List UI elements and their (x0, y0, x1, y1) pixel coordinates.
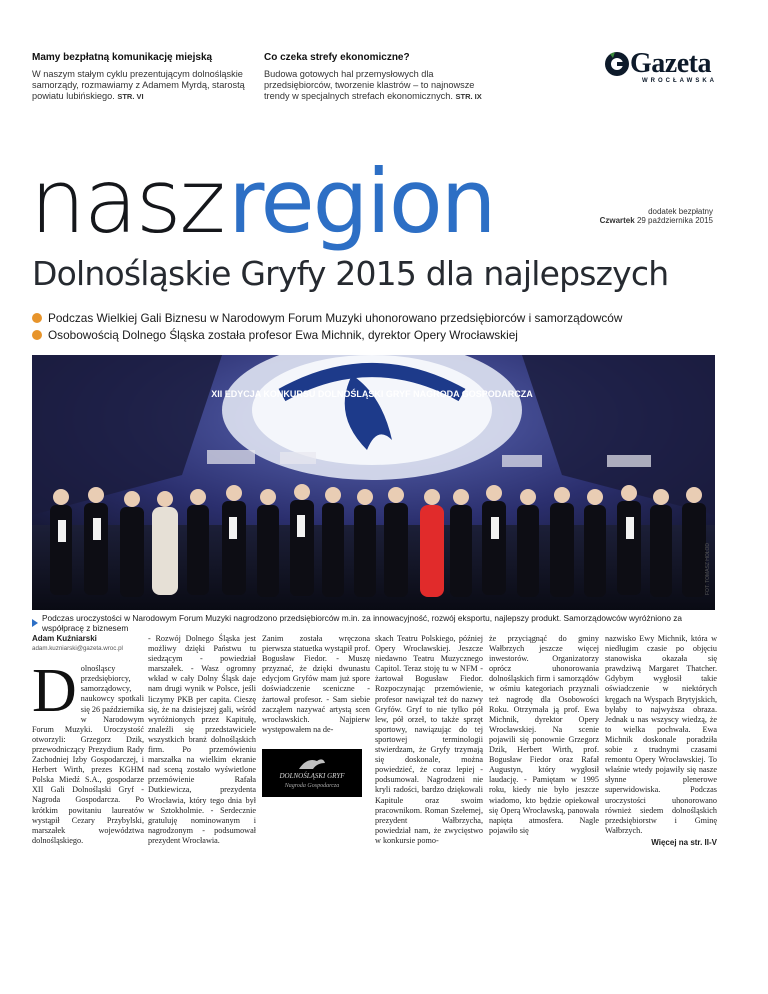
subhead-1 (32, 311, 622, 325)
article-column-4: skach Teatru Polskiego, później Opery Wrocławskiej. Jeszcze niedawno Teatru Muzycznego Capitol. Teraz stoję tu w NFM - żartował Bogusław Fiedor. Rozpoczynając przemówienie, profesor nawiązał też do nazwy Gryfów. Gryf to nie tylko pół lew, pół orzeł, to także sprzęt sportowy, nawiązując do tej sportowej terminologii stwierdzam, że Gryfy trzymają się doskonale, można powiedzieć, że coraz lepiej - podsumował. Nagrodzeni nie kryli radości, bardzo dziękowali Kapitule oraz swoim pracownikom. Roman Szełemej, prezydent Wałbrzycha, powiedział nam, że zwycięstwo w konkursie pomo- (375, 634, 483, 845)
subhead-text: Podczas Wielkiej Gali Biznesu w Narodowym Forum Muzyki uhonorowano przedsiębiorców i samorządowców (48, 311, 623, 325)
caption-text: Podczas uroczystości w Narodowym Forum Muzyki nagrodzono przedsiębiorców m.in. za innowacyjność, rozwój eksportu, najlepszy produkt. Samorządowców wyróżniono za współpracę z biznesem (42, 613, 683, 633)
issue-meta (560, 207, 713, 225)
teaser-body: Budowa gotowych hal przemysłowych dla przedsiębiorców, tworzenie klastrów – to najnowsze trendy w specjalnych strefach ekonomicznych. (264, 69, 475, 101)
issue-date-text: 29 października 2015 (636, 216, 713, 225)
teaser-text (264, 69, 482, 102)
teaser-body: W naszym stałym cyklu prezentującym dolnośląskie samorządy, rozmawiamy z Adamem Myrdą, starostą powiatu lubińskiego. (32, 69, 245, 101)
badge-subtitle: Nagroda Gospodarcza (284, 782, 340, 789)
gryf-award-badge (262, 749, 362, 797)
teaser-title: Co czeka strefy ekonomiczne? (264, 52, 410, 63)
gryf-emblem-icon (297, 755, 327, 771)
article-column-6 (605, 634, 717, 848)
page-reference: STR. VI (117, 92, 144, 101)
teaser-title: Mamy bezpłatną komunikację miejską (32, 52, 213, 63)
page-reference: STR. IX (455, 92, 482, 101)
issue-date (560, 216, 713, 225)
photo-caption (32, 613, 722, 633)
issue-day: Czwartek (599, 216, 635, 225)
logo-wordmark: Gazeta (630, 48, 711, 79)
gazeta-g-icon (604, 50, 630, 78)
drop-cap: D (32, 657, 77, 726)
supplement-note: dodatek bezpłatny (648, 207, 713, 216)
gala-photo-illustration (32, 355, 715, 610)
column-6-text: nazwisko Ewy Michnik, która w niedługim czasie po objęciu stanowiska okazała się prawdziwą Margaret Thatcher. Gdybym wygłosił takie oświadczenie w niektórych kręgach na Wyspach Brytyjskich, byłaby to najwyższa obraza. Jednak u nas wszyscy wiedzą, że to wielka pochwała. Ewa Michnik doskonale poradziła sobie z trudnymi czasami remontu Opery Wrocławskiej. To właśnie wtedy pojawiły się nasze słynne plenerowe superwidowiska. Podczas uroczystości uhonorowano również siedem dolnośląskich przedsiębiorstw i Gminę Wałbrzych. (605, 634, 717, 835)
section-word-region: region (228, 150, 495, 253)
photo-credit: FOT. TOMASZ HOŁOD (705, 542, 711, 595)
column-3-text: Zanim została wręczona pierwsza statuetka wystąpił prof. Bogusław Fiedor. - Muszę przyznać, że dzięki dwunastu edycjom Gryfów mam już spore doświadczenie sceniczne - żartował profesor. - Sam siebie zacząłem nazywać artystą scen wrocławskich. Najpierw występowałem na de- (262, 634, 370, 734)
subhead-2 (32, 328, 518, 342)
teaser-1[interactable] (32, 52, 257, 102)
section-title (30, 150, 495, 253)
gazeta-logo (604, 48, 716, 98)
article-column-1 (32, 634, 144, 846)
section-word-nasz: nasz (30, 150, 224, 253)
badge-title: DOLNOŚLĄSKI GRYF (279, 771, 345, 780)
bullet-dot (32, 313, 42, 323)
headline: Dolnośląskie Gryfy 2015 dla najlepszych (32, 254, 669, 293)
article-column-2: - Rozwój Dolnego Śląska jest możliwy dzięki Państwu tu siedzącym - powiedział marszałek. - Wasz ogromny wkład w cały Dolny Śląsk daje nam drugi wynik w Polsce, jeśli liczymy PKB per capita. Cieszę się, że na dzisiejszej gali, wśród wyróżnionych przez Kapitułę, znaleźli się przedstawiciele wszystkich branż dolnośląskich firm. Po przemówieniu marszałka na wielkim ekranie nad sceną zostało wyświetlone przemówienie Rafała Dutkiewicza, prezydenta Wrocławia, który tego dnia był w Sztokholmie. - Serdecznie gratuluję nominowanym i nagrodzonym - podsumował prezydent Wrocławia. (148, 634, 256, 845)
bullet-dot (32, 330, 42, 340)
more-link[interactable]: Więcej na str. II-V (651, 837, 717, 847)
teaser-2[interactable] (264, 52, 482, 102)
article-author: Adam Kuźniarski (32, 634, 97, 643)
author-email: adam.kuzniarski@gazeta.wroc.pl (32, 645, 123, 653)
logo-subtitle: WROCŁAWSKA (642, 78, 717, 84)
article-lead: olnośląscy przedsiębiorcy, samorządowcy, naukowcy spotkali się 26 października w Narodowym Forum Muzyki. Uroczystość otworzyli: Grzegorz Dzik, przewodniczący Prezydium Rady Zachodniej Izby Gospodarczej, i Herbert Wirth, prezes KGHM Polska Miedź S.A., gospodarze XII Gali Dolnośląski Gryf - Nagroda Gospodarcza. Po krótkim powitaniu laureatów wystąpił Cezary Przybylski, marszałek województwa dolnośląskiego. (32, 664, 144, 845)
gala-photo (32, 355, 715, 610)
caption-triangle-icon (32, 619, 38, 627)
subhead-text: Osobowością Dolnego Śląska została profesor Ewa Michnik, dyrektor Opery Wrocławskiej (48, 328, 518, 342)
article-column-3 (262, 634, 370, 797)
article-column-5: że przyciągnąć do gminy Wałbrzych jeszcze więcej inwestorów. Organizatorzy oprócz uhonorowania dolnośląskich firm i samorządów w ośmiu kategoriach przyznali też nagrodę dla Osobowości Roku. Otrzymała ją prof. Ewa Michnik, dyrektor Opery Wrocławskiej. Na scenie pojawili się ponownie Grzegorz Dzik, Herbert Wirth, prof. Bogusław Fiedor oraz Rafał Augustyn, który wygłosił laudację. - Pamiętam w 1995 roku, kiedy nie było jeszcze wiadomo, kto będzie opiekował się Operą Wrocławską, panowała napięta atmosfera. Nagle pojawiło się (489, 634, 599, 835)
teaser-text (32, 69, 257, 102)
stage-banner-text: XII EDYCJA KONKURSU DOLNOŚLĄSKI GRYF NAGRODA GOSPODARCZA (211, 389, 533, 399)
